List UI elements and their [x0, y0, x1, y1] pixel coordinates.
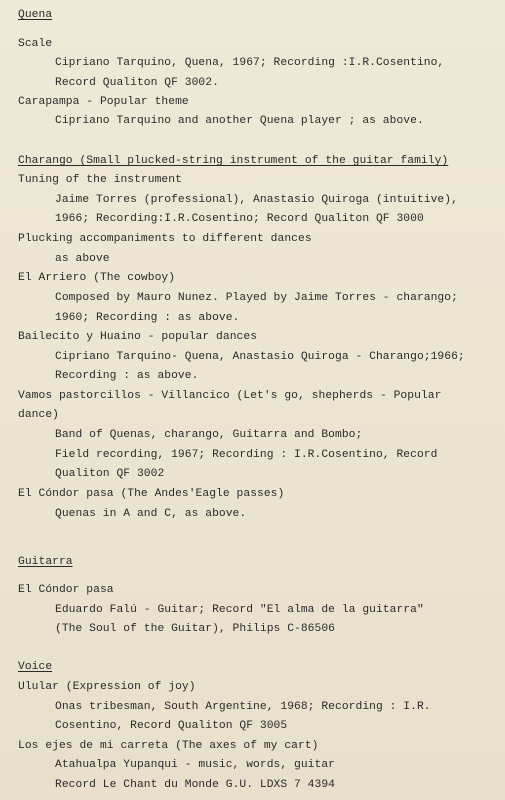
section-heading-quena: Quena: [18, 9, 53, 21]
entry-title: Los ejes de mi carreta (The axes of my cart): [18, 740, 319, 752]
entry-title: El Cóndor pasa: [18, 584, 114, 596]
section-heading-charango: Charango (Small plucked-string instrument of the guitar family): [18, 155, 449, 167]
entry-detail: Cipriano Tarquino and another Quena player ; as above.: [55, 115, 424, 127]
entry-detail: Jaime Torres (professional), Anastasio Quiroga (intuitive),: [55, 194, 458, 206]
entry-title: El Cóndor pasa (The Andes'Eagle passes): [18, 488, 285, 500]
entry-detail: Onas tribesman, South Argentine, 1968; Recording : I.R.: [55, 701, 431, 713]
entry-title: Ulular (Expression of joy): [18, 681, 196, 693]
entry-title: Vamos pastorcillos - Villancico (Let's go, shepherds - Popular: [18, 390, 442, 402]
entry-title: Scale: [18, 38, 53, 50]
entry-detail: Record Le Chant du Monde G.U. LDXS 7 4394: [55, 779, 335, 791]
entry-detail: Cipriano Tarquino- Quena, Anastasio Quiroga - Charango;1966;: [55, 351, 465, 363]
entry-title: Plucking accompaniments to different dances: [18, 233, 312, 245]
entry-detail: Band of Quenas, charango, Guitarra and Bombo;: [55, 429, 363, 441]
entry-detail: Cosentino, Record Qualiton QF 3005: [55, 720, 288, 732]
entry-detail: Record Qualiton QF 3002.: [55, 77, 219, 89]
entry-detail: 1960; Recording : as above.: [55, 312, 240, 324]
entry-detail: Qualiton QF 3002: [55, 468, 165, 480]
entry-detail: Atahualpa Yupanqui - music, words, guitar: [55, 759, 335, 771]
entry-detail: (The Soul of the Guitar), Philips C-86506: [55, 623, 335, 635]
entry-detail: Composed by Mauro Nunez. Played by Jaime Torres - charango;: [55, 292, 458, 304]
entry-title: El Arriero (The cowboy): [18, 272, 176, 284]
section-heading-voice: Voice: [18, 661, 53, 673]
entry-title: Carapampa - Popular theme: [18, 96, 189, 108]
entry-detail: Eduardo Falú - Guitar; Record "El alma de la guitarra": [55, 604, 424, 616]
entry-title: dance): [18, 409, 59, 421]
entry-detail: Cipriano Tarquino, Quena, 1967; Recording :I.R.Cosentino,: [55, 57, 445, 69]
entry-title: Bailecito y Huaino - popular dances: [18, 331, 258, 343]
entry-detail: 1966; Recording:I.R.Cosentino; Record Qualiton QF 3000: [55, 213, 424, 225]
entry-detail: as above: [55, 253, 110, 265]
entry-detail: Field recording, 1967; Recording : I.R.Cosentino, Record: [55, 449, 438, 461]
entry-title: Tuning of the instrument: [18, 174, 182, 186]
section-heading-guitarra: Guitarra: [18, 556, 73, 568]
entry-detail: Quenas in A and C, as above.: [55, 508, 247, 520]
entry-detail: Recording : as above.: [55, 370, 199, 382]
